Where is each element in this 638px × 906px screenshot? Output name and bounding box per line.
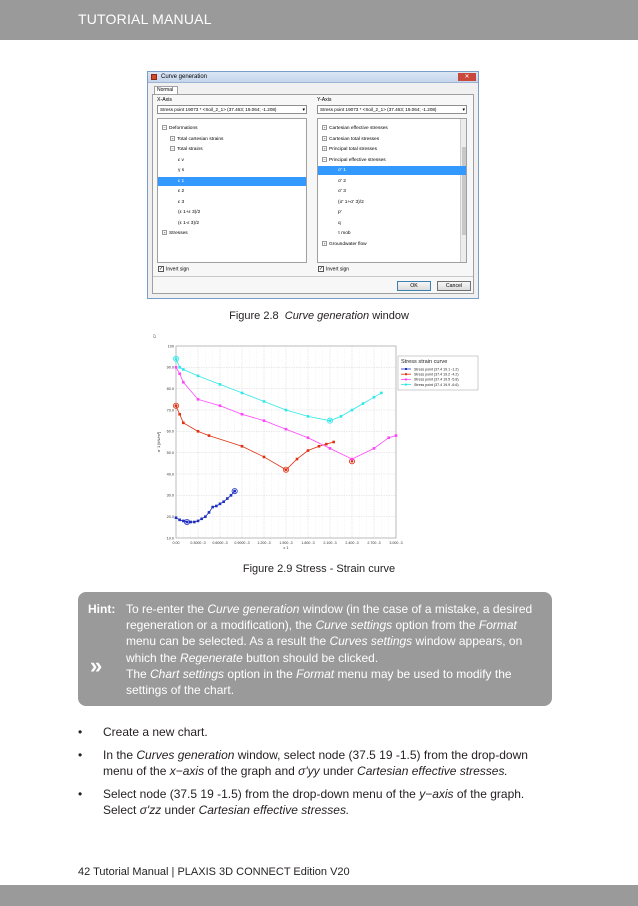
list-text: Create a new chart. [103, 725, 208, 739]
y-tick-label: 50.0 [166, 450, 174, 455]
data-point [387, 436, 390, 439]
marker-dot [186, 521, 189, 524]
expand-icon[interactable]: + [323, 240, 326, 246]
data-point [241, 392, 244, 395]
collapse-icon[interactable]: − [171, 146, 174, 152]
hint-text: option from the [392, 618, 479, 633]
data-point [178, 372, 181, 375]
marker-dot [175, 358, 178, 361]
collapse-icon[interactable]: − [323, 156, 326, 162]
data-point [193, 521, 196, 524]
expand-icon[interactable]: + [171, 135, 174, 141]
data-point [204, 515, 207, 518]
data-point [208, 511, 211, 514]
data-point [329, 447, 332, 450]
tree-item[interactable] [318, 219, 466, 228]
y-tick-label: 40.0 [166, 472, 174, 477]
legend-item: Stress point (37.4 19.5 -5.8) [414, 377, 459, 382]
tree-item-label: Deformations [169, 126, 198, 131]
tree-item-label: σ' 3 [338, 189, 346, 194]
list-text: In the [103, 747, 137, 762]
tree-item[interactable] [158, 145, 306, 154]
expand-icon[interactable]: + [323, 135, 326, 141]
legend-swatch-marker [405, 368, 407, 370]
data-point [325, 443, 328, 446]
hint-text: button should be clicked. [242, 650, 379, 665]
x-invert-label: Invert sign [166, 266, 190, 273]
data-point [178, 519, 181, 522]
tree-item[interactable] [158, 187, 306, 196]
tree-item[interactable] [158, 177, 306, 186]
tree-item-label: q [338, 220, 341, 226]
tree-item-label: ε 2 [178, 189, 185, 194]
list-emph: Cartesian effective stresses. [198, 803, 350, 817]
x-axis-label: ε 1 [283, 545, 289, 550]
data-point [373, 396, 376, 399]
tree-item-label: σ' 2 [338, 178, 346, 184]
x-tick-label: 0.6000 -3 [212, 541, 228, 545]
figure-2-8-caption [0, 310, 638, 322]
tree-item[interactable] [158, 219, 306, 228]
data-point [395, 434, 398, 437]
y-tick-label: 10.0 [166, 536, 174, 541]
data-point [197, 520, 200, 523]
close-icon[interactable]: ✕ [458, 73, 476, 81]
hint-emph: Curves settings [329, 634, 413, 649]
ok-button[interactable]: OK [397, 281, 431, 291]
hint-body [126, 601, 546, 698]
double-arrow-icon: » [90, 653, 103, 678]
data-point [219, 404, 222, 407]
expand-icon[interactable]: + [323, 146, 326, 152]
collapse-icon[interactable]: − [163, 125, 166, 131]
data-point [351, 458, 354, 461]
bullet: • [78, 747, 83, 762]
tree-item[interactable] [318, 156, 466, 165]
tree-item[interactable] [318, 187, 466, 196]
data-point [226, 497, 229, 500]
expand-icon[interactable]: + [323, 125, 326, 131]
tree-item[interactable] [158, 124, 306, 133]
y-tick-label: 90.0 [166, 365, 174, 370]
y-axis-combo-value: Stress point 19073 * <Soil_2_1> (37.463; 19.064; -1.208) [320, 107, 437, 112]
list-emph: σ'zz [139, 803, 162, 817]
tree-item-label: Total cartesian strains [177, 136, 224, 142]
hint-text: window appears, on which the [126, 634, 523, 665]
data-point [219, 383, 222, 386]
tree-item-label: p' [338, 210, 342, 215]
data-point [178, 366, 181, 369]
legend-title: Stress strain curve [401, 359, 448, 365]
data-point [211, 506, 214, 509]
tree-item[interactable] [318, 240, 466, 249]
data-point [332, 441, 335, 444]
data-point [182, 381, 185, 384]
checkmark-icon: ✓ [159, 266, 164, 272]
data-point [178, 413, 181, 416]
tree-item-label: Cartesian effective stresses [329, 126, 388, 131]
data-point [219, 503, 222, 506]
hint-text: menu may be used to modify the settings of the chart. [126, 666, 512, 698]
tree-item-label: (ε 1+ε 3)/2 [178, 210, 201, 215]
footer-bar [0, 885, 638, 906]
tree-item-label: Principal effective stresses [329, 157, 386, 163]
hint-emph: Chart settings [150, 666, 225, 681]
chevron-down-icon: ▾ [462, 107, 465, 113]
cancel-button[interactable]: Cancel [437, 281, 471, 291]
hint-label: Hint: [88, 602, 116, 616]
dialog-title: Curve generation [161, 74, 208, 80]
data-point [222, 500, 225, 503]
hint-emph: Curve settings [315, 618, 393, 633]
y-tick-label: 100 [167, 344, 174, 349]
tree-item-label: ε 1 [178, 178, 185, 184]
instruction-list [78, 724, 558, 825]
hint-text: menu can be selected. As a result the [126, 634, 330, 649]
list-text: under [319, 764, 358, 778]
data-point [307, 415, 310, 418]
data-point [263, 400, 266, 403]
bullet: • [78, 786, 83, 801]
data-point [318, 445, 321, 448]
marker-dot [175, 404, 178, 407]
x-invert-checkbox[interactable] [158, 266, 189, 272]
curve-generation-dialog [147, 71, 479, 299]
list-emph: Cartesian effective stresses. [357, 764, 508, 778]
chevron-down-icon: ▾ [302, 107, 305, 113]
tree-item[interactable] [318, 208, 466, 217]
data-point [263, 419, 266, 422]
y-axis-label: Y-Axis [317, 97, 332, 103]
tree-item-label: ε v [178, 157, 184, 163]
bullet: • [78, 725, 83, 739]
list-text: of the graph and [204, 764, 299, 778]
data-point [263, 456, 266, 459]
tree-item-label: Groundwater flow [329, 241, 367, 247]
tree-item-label: σ' 1 [338, 168, 346, 173]
checkmark-icon: ✓ [319, 266, 324, 272]
tree-item-label: (ε 1-ε 3)/2 [178, 220, 200, 226]
list-emph: Curves generation [136, 747, 235, 762]
x-tick-label: 2.400 -3 [345, 541, 359, 545]
figure-2-9-caption: Figure 2.9 Stress - Strain curve [242, 563, 396, 575]
y-axis-label: σ' 1 [kN/m²] [156, 431, 161, 453]
list-item [78, 786, 558, 819]
tree-item[interactable] [318, 166, 466, 175]
footer: 42 Tutorial Manual | PLAXIS 3D CONNECT Edition V20 [78, 866, 350, 878]
hint-text: To re-enter the [126, 602, 208, 616]
data-point [197, 375, 200, 378]
data-point [296, 458, 299, 461]
tree-item-label: Principal total stresses [329, 147, 377, 152]
list-emph: x−axis [169, 764, 205, 778]
data-point [230, 494, 233, 497]
data-point [285, 409, 288, 412]
data-point [307, 436, 310, 439]
data-point [175, 366, 178, 369]
header-bar [0, 0, 638, 40]
tab-normal[interactable]: Normal [154, 86, 178, 94]
legend-item: Stress point (37.4 19.1 -1.2) [414, 367, 459, 372]
data-point [307, 449, 310, 452]
hint-paragraph-1 [126, 601, 546, 666]
tree-item[interactable] [318, 124, 466, 133]
list-item [78, 747, 558, 780]
y-tick-label: 80.0 [166, 386, 174, 391]
header-title: TUTORIAL MANUAL [78, 11, 212, 27]
x-axis-combo-value: Stress point 19073 * <Soil_2_1> (37.463; 19.064; -1.208) [160, 107, 277, 112]
y-axis-tree[interactable] [317, 118, 467, 263]
data-point [215, 505, 218, 508]
legend-item: Stress point (37.4 19.9 -6.6) [414, 382, 459, 387]
tree-item-label: γ s [178, 168, 185, 173]
list-text: Select node (37.5 19 -1.5) from the drop-down menu of the [103, 786, 420, 801]
data-point [197, 430, 200, 433]
hint-text: The [126, 666, 151, 681]
data-point [175, 516, 178, 519]
stress-strain-chart [152, 328, 482, 553]
tree-item[interactable] [158, 208, 306, 217]
data-point [182, 368, 185, 371]
tree-item-label: Total strains [177, 147, 203, 152]
marker-dot [329, 419, 332, 422]
data-point [362, 402, 365, 405]
y-tick-label: 30.0 [166, 493, 174, 498]
x-axis-combo[interactable] [157, 105, 307, 114]
x-tick-label: 0.00 [172, 541, 180, 545]
dialog-titlebar [148, 72, 478, 83]
hint-emph: Curve generation [207, 602, 300, 616]
list-emph: y−axis [419, 786, 454, 801]
legend-swatch-marker [405, 373, 407, 375]
hint-emph: Regenerate [180, 650, 243, 665]
list-text: under [161, 803, 199, 817]
x-tick-label: 0.9000 -3 [234, 541, 250, 545]
data-point [182, 422, 185, 425]
x-tick-label: 1.200 -3 [257, 541, 271, 545]
x-axis-tree[interactable] [157, 118, 307, 263]
data-point [373, 447, 376, 450]
tree-item[interactable] [318, 145, 466, 154]
x-axis-label: X-Axis [157, 97, 172, 103]
legend-swatch-marker [405, 384, 407, 386]
data-point [241, 413, 244, 416]
list-text: of the graph. Select [103, 786, 525, 817]
x-tick-label: 2.100 -3 [323, 541, 337, 545]
y-tick-label: 70.0 [166, 408, 174, 413]
tree-item[interactable] [158, 229, 306, 238]
tree-item-label: τ mob [338, 231, 351, 236]
hint-emph: Format [478, 618, 517, 633]
y-tick-label: 60.0 [166, 429, 174, 434]
list-item [78, 724, 558, 741]
x-tick-label: 1.800 -3 [301, 541, 315, 545]
hint-box [78, 592, 552, 706]
hint-text: window (in the case of a mistake, a desired regeneration or a modification), the [126, 602, 533, 633]
tree-item[interactable] [318, 198, 466, 207]
app-icon [151, 74, 157, 80]
data-point [241, 445, 244, 448]
legend-swatch-marker [405, 378, 407, 380]
hint-emph: Format [296, 666, 335, 681]
tree-item-label: Cartesian total stresses [329, 136, 380, 142]
tree-item[interactable] [318, 229, 466, 238]
expand-icon[interactable]: + [163, 230, 166, 236]
tree-item[interactable] [318, 177, 466, 186]
marker-dot [285, 468, 288, 471]
figure-number: Figure 2.8 [229, 310, 279, 322]
figure-title: Curve generation [284, 310, 370, 322]
data-point [380, 392, 383, 395]
divider [153, 276, 473, 277]
y-tick-label: 20.0 [166, 514, 174, 519]
data-point [208, 434, 211, 437]
y-invert-checkbox[interactable] [318, 266, 349, 272]
data-point [200, 518, 203, 521]
data-point [340, 415, 343, 418]
x-tick-label: 3.000 -3 [389, 541, 403, 545]
tree-item[interactable] [158, 135, 306, 144]
y-axis-combo[interactable] [317, 105, 467, 114]
x-tick-label: 1.500 -3 [279, 541, 293, 545]
tree-item-label: ε 3 [178, 199, 185, 205]
tree-item-label: Stresses [169, 231, 188, 236]
corner-label: Cᵗ [152, 334, 157, 338]
dialog-body [152, 94, 474, 294]
tree-item[interactable] [158, 166, 306, 175]
tree-item[interactable] [158, 198, 306, 207]
list-emph: σ'yy [298, 764, 320, 778]
figure-suffix: window [372, 310, 409, 322]
data-point [285, 428, 288, 431]
tree-item[interactable] [158, 156, 306, 165]
data-point [197, 398, 200, 401]
x-tick-label: 2.700 -3 [367, 541, 381, 545]
list-text: window, select node (37.5 19 -1.5) from the drop-down menu of the [103, 747, 528, 778]
x-tick-label: 0.3000 -3 [190, 541, 206, 545]
legend-item: Stress point (37.4 19.2 -4.2) [414, 372, 459, 377]
tree-item[interactable] [318, 135, 466, 144]
hint-paragraph-2 [126, 666, 546, 698]
tree-item-label: (σ' 1+σ' 3)/2 [338, 199, 364, 205]
y-invert-label: Invert sign [326, 266, 350, 273]
data-point [351, 409, 354, 412]
hint-text: option in the [224, 666, 297, 681]
marker-dot [233, 490, 236, 493]
